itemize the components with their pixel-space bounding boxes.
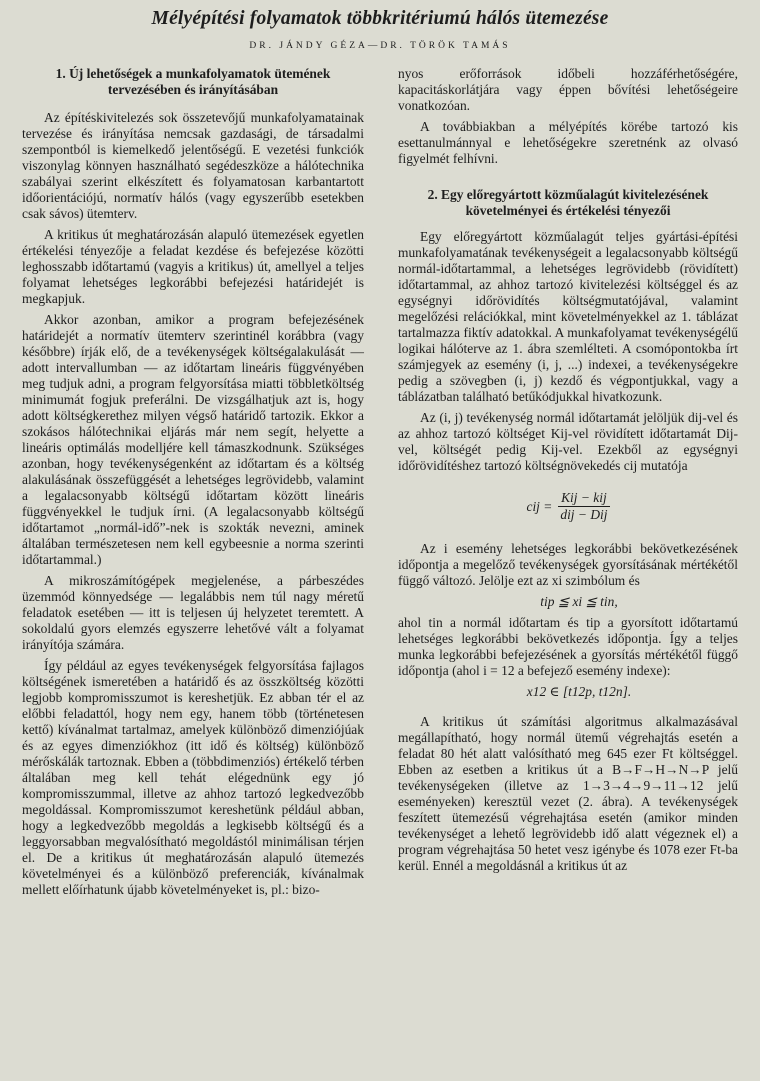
section-2-heading: 2. Egy előregyártott közműalagút kivitelezésének követelményei és értékelési tényezői: [427, 187, 709, 218]
equation-lhs: cij =: [526, 498, 553, 514]
right-column: [398, 66, 738, 874]
authors: DR. JÁNDY GÉZA—DR. TÖRÖK TAMÁS: [249, 41, 511, 51]
paragraph: Így például az egyes tevékenységek felgyorsítása fajlagos költségének ismeretében a határidő és az összköltség közötti legjobb kompromisszumot is kereshetjük. Ez abban tér el az előbbi feladattól, hogy nem egy, hanem több (történetesen kettő) kívánalmat tartalmaz, amelyek különböző dimenziójúak és az egyes dimenziókhoz (itt idő és költség) különböző mérőskálák tartoznak. Ebben a (többdimenziós) értékelő térben általában meg kell tehát elégednünk egy jó kompromisszummal, illetve az ahhoz tartozó legkedvezőbb megoldással. Kompromisszumot kereshetünk például abban, hogy a legkedvezőbb megoldás a legkisebb költségű és a leggyorsabban megvalósítható megoldástól minimálisan térjen el. De a kritikus út meghatározásán alapuló ütemezés követelményei és a különböző preferenciák, kívánalmak mellett előírhatunk újabb követelményeket is, pl.: bizo-: [22, 658, 364, 897]
paragraph: A kritikus út számítási algoritmus alkalmazásával megállapítható, hogy normál ütemű végrehajtás esetén a feladat 80 hét alatt valósítható meg 645 ezer Ft költséggel. Ebben az esetben a kritikus út a B→F→H→N→P jelű tevékenységeken (illetve az 1→3→4→9→11→12 jelű eseményeken) keresztül vezet (2. ábra). A tevékenységek feszített ütemezésű végrehajtása esetén (amikor minden tevékenységet a lehető legrövidebb idő alatt végeznek el) a program végrehajtása 50 hetet vesz igénybe és 1078 ezer Ft-ba kerül. Ennél a megoldásnál a kritikus út az: [398, 714, 738, 873]
paragraph: Egy előregyártott közműalagút teljes gyártási-építési munkafolyamatának tevékenységeit a legalacsonyabb költségű normál-időtartammal, a lehetséges legrövidebb (rövidített) időtartammal, az ahhoz tartozó kivitelezési költséggel és az egységnyi időrövidítés költségmutatójával, valamint megelőzési relációkkal, mint követelményekkel az 1. táblázat tartalmazza fiktív adatokkal. A munkafolyamat tevékenységélű logikai hálóterve az 1. ábra szemlélteti. A csomópontokba írt számjegyek az esemény (i, j, ...) indexei, a tevékenységekre pedig a szövegben (i, j) kezdő és végpontjukkal, vagy a táblázatban található betűkódjukkal hivatkozunk.: [398, 229, 738, 404]
left-column: [22, 66, 364, 898]
paragraph: Az (i, j) tevékenység normál időtartamát jelöljük dij-vel és az ahhoz tartozó költséget Kij-vel rövidített időtartamát Dij-vel, költségét pedig Kij-vel. Ezekből az egységnyi időrövidítéshez tartozó költségnövekedés cij mutatója: [398, 410, 738, 473]
equation-numerator: Kij − kij: [558, 490, 609, 507]
paragraph: A mikroszámítógépek megjelenése, a párbeszédes üzemmód könnyedsége — legalábbis nem túl nagy méretű feladatok esetében — itt is teljesen új helyzetet teremtett. A sokoldalú gyors elemzés egyszerre lehetővé vált a folyamat irányítója számára.: [22, 573, 364, 652]
equation-final-event: x12 ∈ [t12p, t12n].: [526, 684, 632, 699]
equation-cost-rate: [398, 490, 738, 523]
paragraph: Az építéskivitelezés sok összetevőjű munkafolyamatainak tervezése és irányítása nemcsak gazdasági, de társadalmi szempontból is kiemelkedő jelentőségű. E vezetési funkciók viszonylag könnyen használható segédeszköze a hálótechnika szabályai szerint elkészített és folyamatosan karbantartott időorientációjú, normatív hálós (vagy egyszerűbb esetekben csak sávos) ütemterv.: [22, 110, 364, 221]
section-1-heading: 1. Új lehetőségek a munkafolyamatok ütemének tervezésében és irányításában: [55, 66, 331, 97]
equation-denominator: dij − Dij: [560, 507, 608, 522]
paragraph: A kritikus út meghatározásán alapuló ütemezések egyetlen értékelési tényezője a feladat kezdése és befejezése közötti leghosszabb időtartamú (vagyis a kritikus) út, amellyel a teljes folyamat lehetséges legkorábbi befejezési határidejét is megkapjuk.: [22, 227, 364, 306]
paragraph: A továbbiakban a mélyépítés körébe tartozó kis esettanulmánnyal e lehetőségekre szeretnénk az olvasó figyelmét felhívni.: [398, 119, 738, 166]
equation-fraction: [558, 490, 609, 523]
paragraph: Akkor azonban, amikor a program befejezésének határidejét a normatív ütemterv szerintinél korábbra (vagy későbbre) írják elő, de a tevékenységek költségalakulását — adott intervallumban — az időtartam lineáris függvényében meg tudjuk adni, a program felgyorsítása miatti többletköltség minimumát fogjuk preferálni. De vizsgálhatjuk azt is, hogy adott költségkerethez milyen végső határidő tartozik. Ekkor a szokásos hálótechnikai eljárás már nem segít, helyette a lineáris optimálás modelljére kell támaszkodnunk. Szükséges azonban, hogy tevékenységenként az időtartam és a költség alakulásának összefüggését a lehetséges legrövidebb, valamint a legalacsonyabb költségű időtartam között lineáris függvényekkel le tudjuk írni. (A legalacsonyabb költségű időtartamot „normál-idő”-nek is szokták nevezni, aminek általában természetesen nem kell egybeesnie a norma szerinti időtartammal.): [22, 312, 364, 567]
article-title: Mélyépítési folyamatok többkritériumú hálós ütemezése: [151, 8, 609, 29]
paragraph: nyos erőforrások időbeli hozzáférhetőségére, kapacitáskorlátjára vagy éppen bővítési lehetőségeire vonatkozóan.: [398, 66, 738, 113]
equation-bounds: tip ≦ xi ≦ tin,: [540, 594, 618, 609]
paragraph: Az i esemény lehetséges legkorábbi bekövetkezésének időpontja a megelőző tevékenységek gyorsításának mértékétől függő változó. Jelölje ezt az xi szimbólum és: [398, 541, 738, 588]
paragraph: ahol tin a normál időtartam és tip a gyorsított időtartamú lehetséges legkorábbi bekövetkezés időpontja. Így a teljes munka legkorábbi befejezésének a gyorsítás mértékétől függő időpontja (ahol i = 12 a befejező esemény indexe):: [398, 615, 738, 678]
